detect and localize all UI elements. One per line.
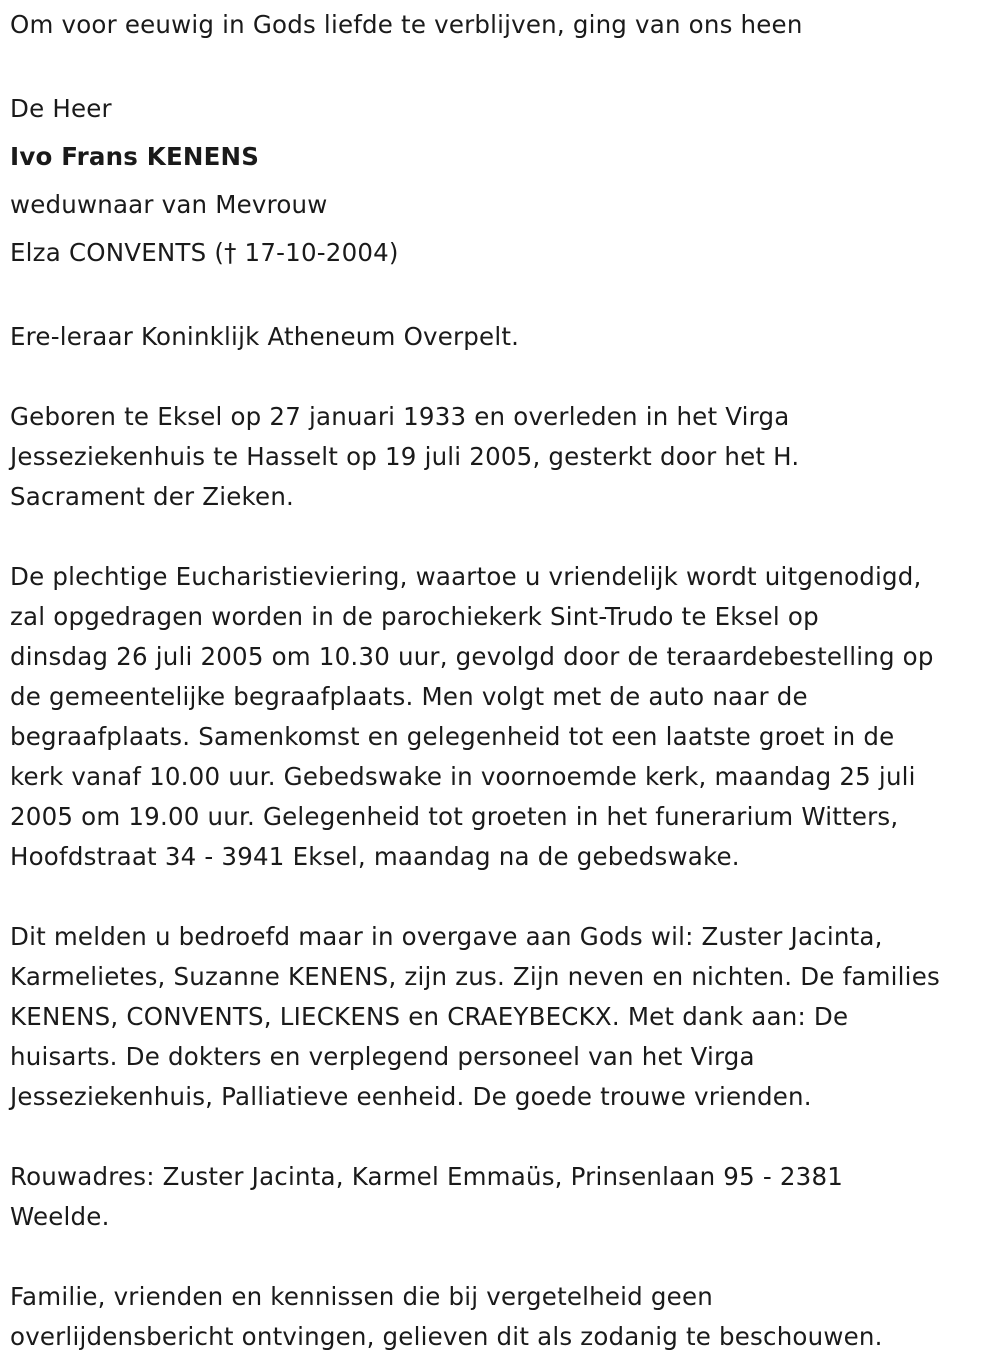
ceremony-line: 2005 om 19.00 uur. Gelegenheid tot groeten in het funerarium Witters,: [10, 802, 899, 831]
family-line: KENENS, CONVENTS, LIECKENS en CRAEYBECKX. Met dank aan: De: [10, 1002, 849, 1031]
family-paragraph: [10, 917, 995, 1117]
birth-death-line: Geboren te Eksel op 27 januari 1933 en overleden in het Virga: [10, 402, 790, 431]
salutation: De Heer: [10, 94, 112, 123]
occupation: Ere-leraar Koninklijk Atheneum Overpelt.: [10, 322, 520, 351]
ceremony-line: begraafplaats. Samenkomst en gelegenheid tot een laatste groet in de: [10, 722, 895, 751]
ceremony-paragraph: [10, 557, 995, 877]
ceremony-line: Hoofdstraat 34 - 3941 Eksel, maandag na de gebedswake.: [10, 842, 740, 871]
widower-line: weduwnaar van Mevrouw: [10, 190, 328, 219]
spouse-name: Elza CONVENTS (: [10, 238, 225, 267]
family-line: huisarts. De dokters en verplegend personeel van het Virga: [10, 1042, 755, 1071]
birth-death-line: Jesseziekenhuis te Hasselt op 19 juli 2005, gesterkt door het H.: [10, 442, 800, 471]
birth-death-line: Sacrament der Zieken.: [10, 482, 295, 511]
ceremony-line: kerk vanaf 10.00 uur. Gebedswake in voornoemde kerk, maandag 25 juli: [10, 762, 916, 791]
intro-line: Om voor eeuwig in Gods liefde te verblijven, ging van ons heen: [10, 10, 803, 39]
ceremony-line: zal opgedragen worden in de parochiekerk Sint-Trudo te Eksel op: [10, 602, 819, 631]
cross-icon: †: [224, 238, 237, 267]
closing-line: Familie, vrienden en kennissen die bij vergetelheid geen: [10, 1282, 713, 1311]
family-line: Karmelietes, Suzanne KENENS, zijn zus. Zijn neven en nichten. De families: [10, 962, 940, 991]
address-paragraph: [10, 1157, 995, 1237]
spouse-death-date: 17-10-2004): [236, 238, 399, 267]
deceased-heading: [10, 85, 995, 277]
occupation-paragraph: [10, 317, 995, 357]
ceremony-line: de gemeentelijke begraafplaats. Men volgt met de auto naar de: [10, 682, 808, 711]
spouse-line: [10, 229, 995, 277]
address-line: Rouwadres: Zuster Jacinta, Karmel Emmaüs, Prinsenlaan 95 - 2381: [10, 1162, 844, 1191]
family-line: Dit melden u bedroefd maar in overgave aan Gods wil: Zuster Jacinta,: [10, 922, 883, 951]
death-notice: [10, 5, 995, 1357]
birth-death-paragraph: [10, 397, 995, 517]
address-line: Weelde.: [10, 1202, 110, 1231]
closing-paragraph: [10, 1277, 995, 1357]
deceased-name: Ivo Frans KENENS: [10, 142, 260, 171]
family-line: Jesseziekenhuis, Palliatieve eenheid. De goede trouwe vrienden.: [10, 1082, 812, 1111]
ceremony-line: De plechtige Eucharistieviering, waartoe u vriendelijk wordt uitgenodigd,: [10, 562, 922, 591]
ceremony-line: dinsdag 26 juli 2005 om 10.30 uur, gevolgd door de teraardebestelling op: [10, 642, 934, 671]
closing-line: overlijdensbericht ontvingen, gelieven dit als zodanig te beschouwen.: [10, 1322, 883, 1351]
